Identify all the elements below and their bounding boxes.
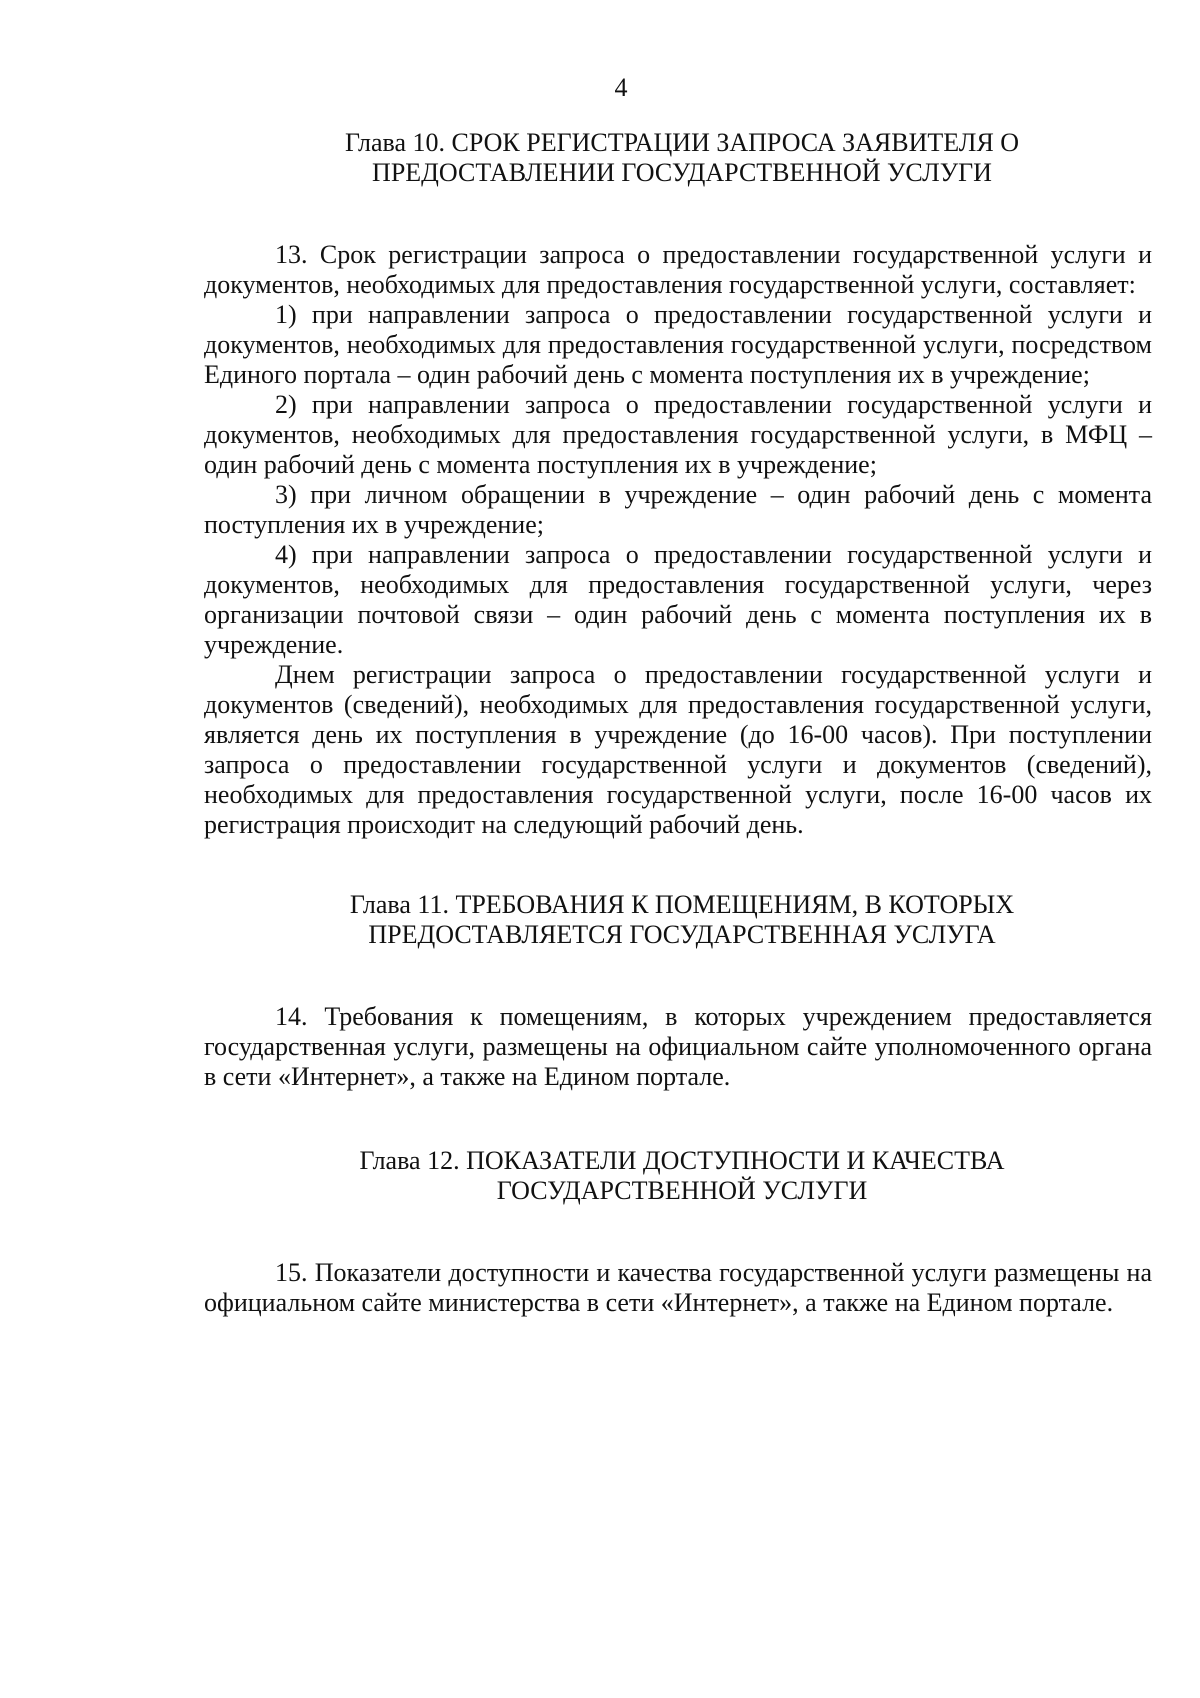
paragraph-registration-day: Днем регистрации запроса о предоставлении государственной услуги и документов (сведений), необходимых для предоставления государственной услуги, является день их поступления в учреждение (до 16-00 часов). При поступлении запроса о предоставлении государственной услуги и документов (сведений), необходимых для предоставления государственной услуги, после 16-00 часов их регистрация происходит на следующий рабочий день.: [204, 660, 1152, 839]
paragraph-15: 15. Показатели доступности и качества государственной услуги размещены на официальном сайте министерства в сети «Интернет», а также на Едином портале.: [204, 1258, 1152, 1317]
chapter-12-heading: [204, 1146, 1152, 1206]
chapter-heading-line: ПРЕДОСТАВЛЕНИИ ГОСУДАРСТВЕННОЙ УСЛУГИ: [372, 158, 992, 187]
paragraph-14: 14. Требования к помещениям, в которых учреждением предоставляется государственная услуги, размещены на официальном сайте уполномоченного органа в сети «Интернет», а также на Едином портале.: [204, 1002, 1152, 1091]
page-number: 4: [614, 73, 628, 102]
paragraph-13-item-3: 3) при личном обращении в учреждение – один рабочий день с момента поступления их в учреждение;: [204, 480, 1152, 539]
chapter-heading-line: ПРЕДОСТАВЛЯЕТСЯ ГОСУДАРСТВЕННАЯ УСЛУГА: [368, 920, 996, 949]
paragraph-13-item-2: 2) при направлении запроса о предоставлении государственной услуги и документов, необходимых для предоставления государственной услуги, в МФЦ – один рабочий день с момента поступления их в учреждение;: [204, 390, 1152, 479]
chapter-10-heading: [204, 128, 1152, 188]
paragraph-13: 13. Срок регистрации запроса о предоставлении государственной услуги и документов, необходимых для предоставления государственной услуги, составляет:: [204, 240, 1152, 299]
paragraph-13-item-4: 4) при направлении запроса о предоставлении государственной услуги и документов, необходимых для предоставления государственной услуги, через организации почтовой связи – один рабочий день с момента поступления их в учреждение.: [204, 540, 1152, 659]
paragraph-13-item-1: 1) при направлении запроса о предоставлении государственной услуги и документов, необходимых для предоставления государственной услуги, посредством Единого портала – один рабочий день с момента поступления их в учреждение;: [204, 300, 1152, 389]
chapter-heading-line: Глава 10. СРОК РЕГИСТРАЦИИ ЗАПРОСА ЗАЯВИТЕЛЯ О: [344, 128, 1020, 157]
chapter-heading-line: ГОСУДАРСТВЕННОЙ УСЛУГИ: [496, 1176, 868, 1205]
chapter-11-heading: [204, 890, 1152, 950]
chapter-heading-line: Глава 11. ТРЕБОВАНИЯ К ПОМЕЩЕНИЯМ, В КОТОРЫХ: [349, 890, 1015, 919]
chapter-heading-line: Глава 12. ПОКАЗАТЕЛИ ДОСТУПНОСТИ И КАЧЕСТВА: [359, 1146, 1005, 1175]
document-body: [204, 128, 1152, 1318]
